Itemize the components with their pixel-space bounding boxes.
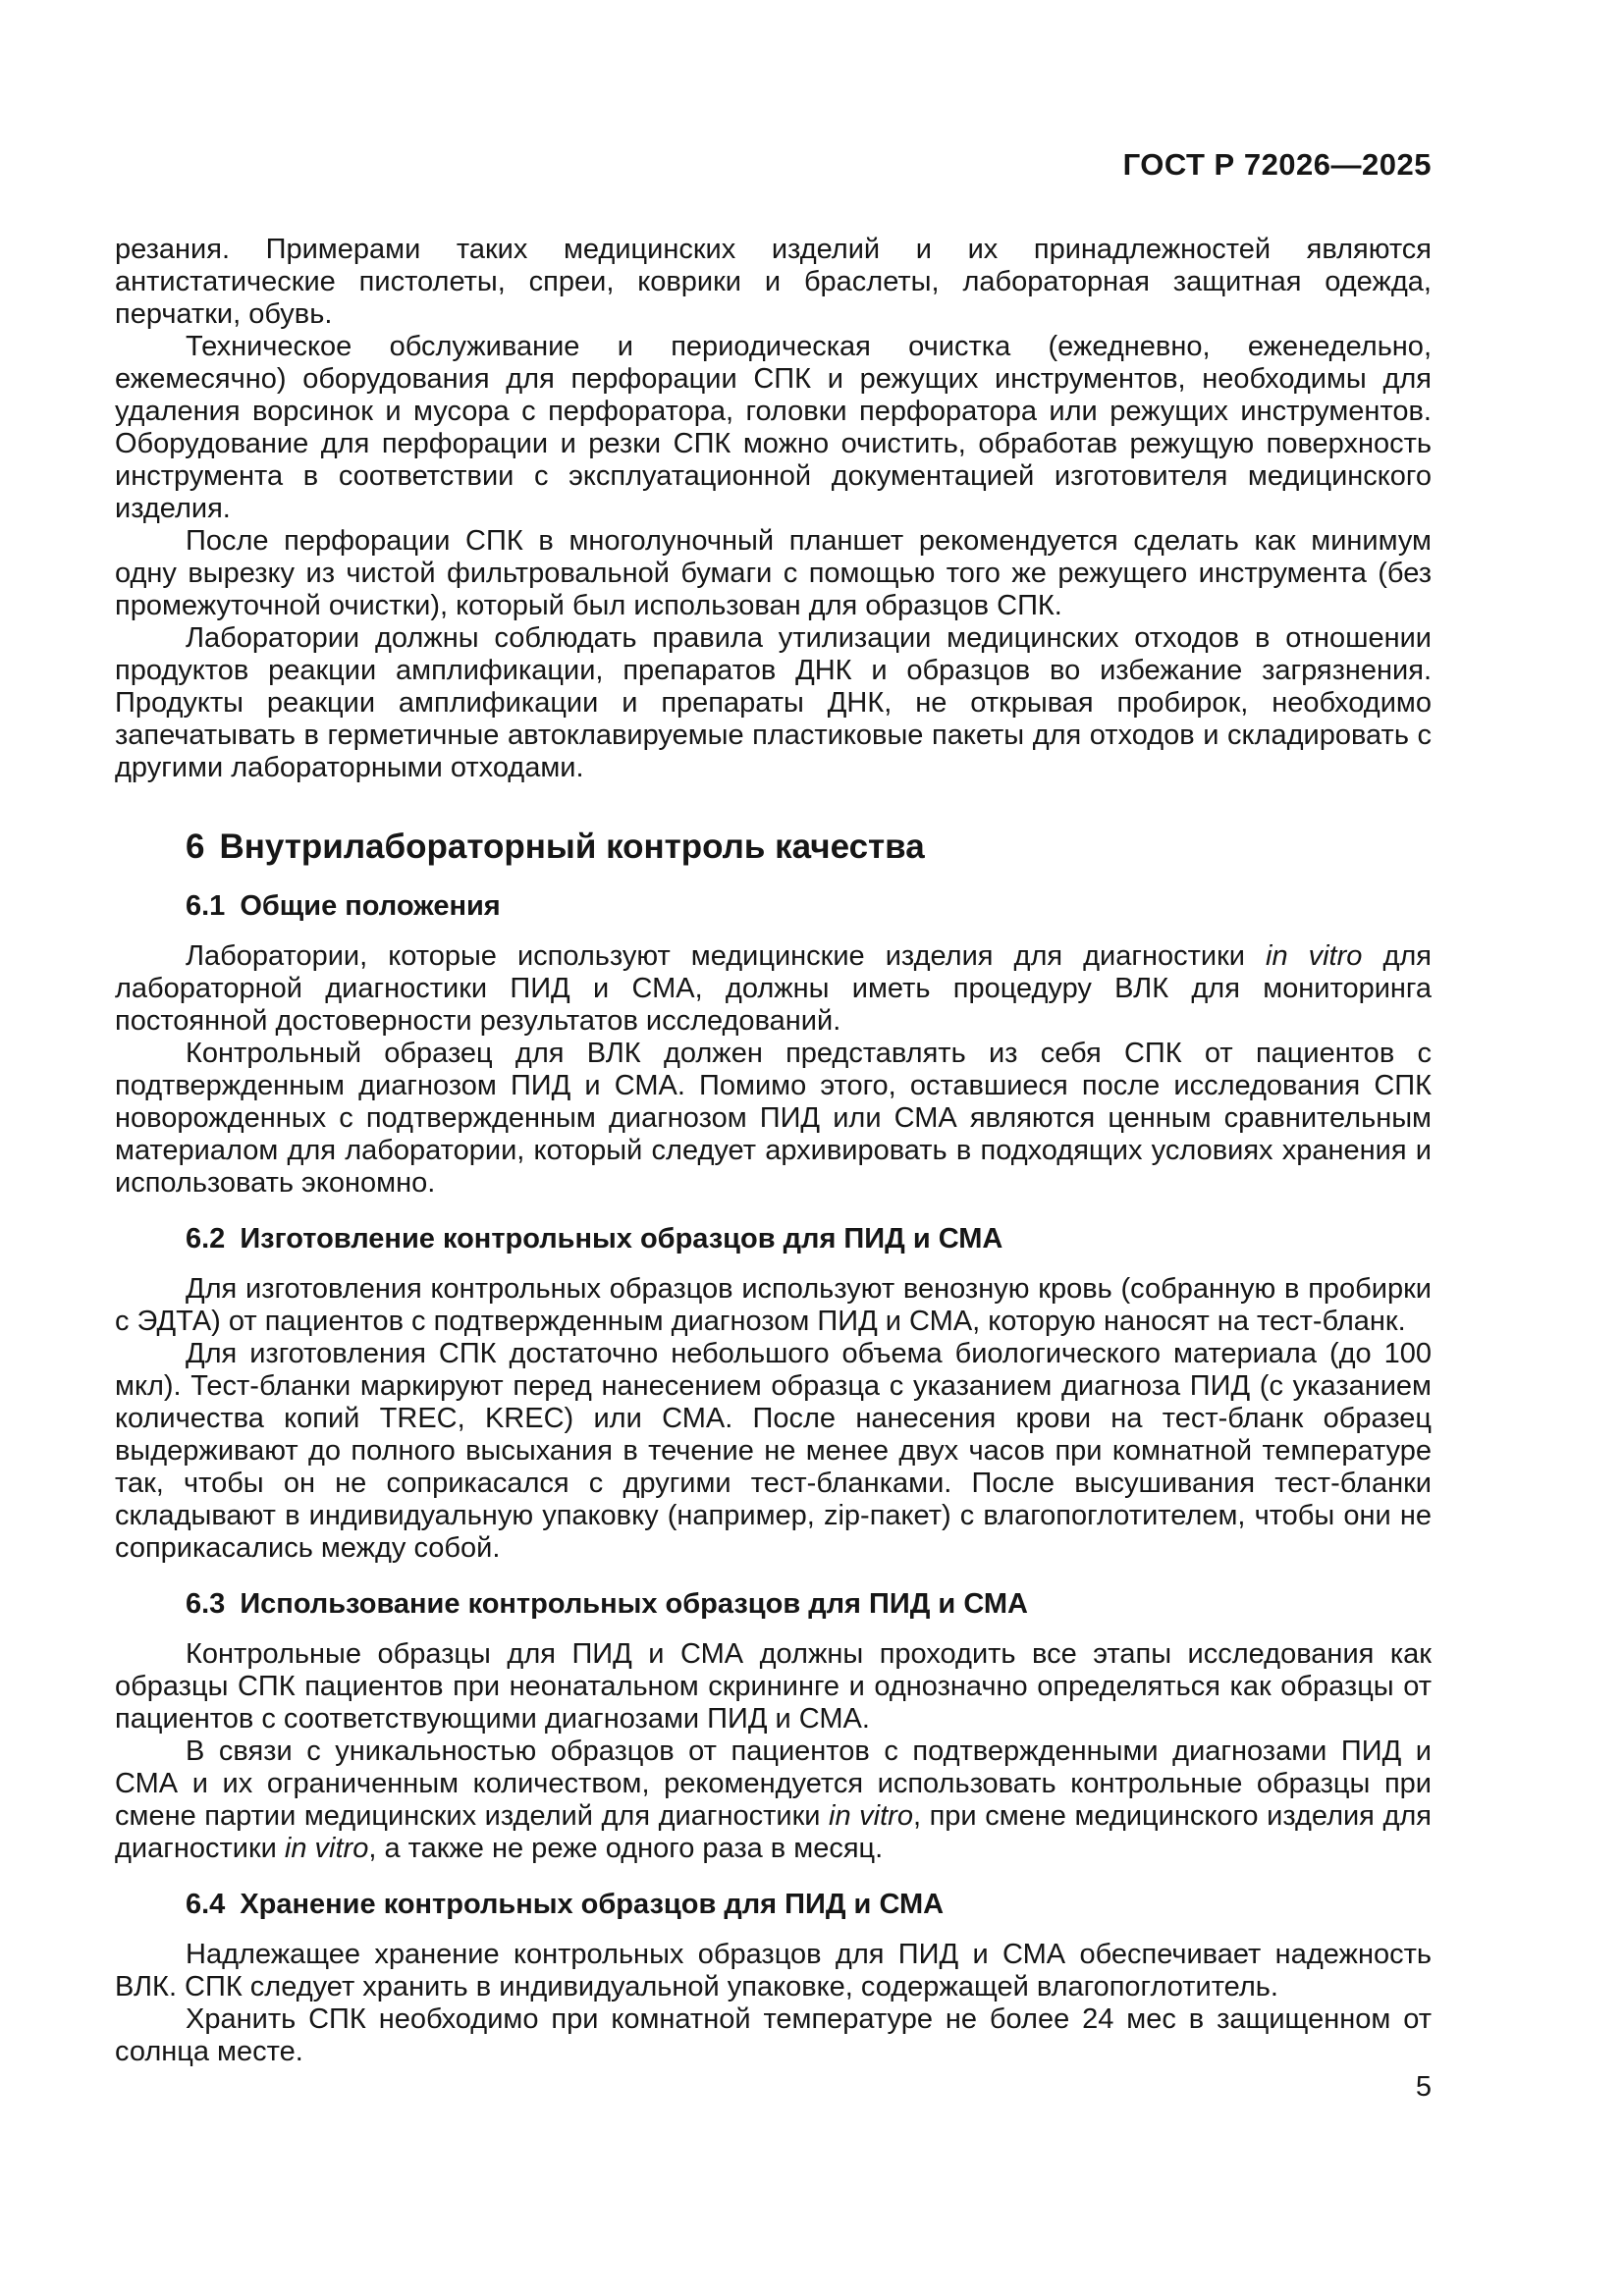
section-title: Общие положения <box>240 890 501 922</box>
paragraph: Надлежащее хранение контрольных образцов для ПИД и СМА обеспечивает надежность ВЛК. СПК следует хранить в индивидуальной упаковке, содержащей влагопоглотитель. <box>115 1939 1432 2002</box>
section-title: Хранение контрольных образцов для ПИД и СМА <box>240 1889 945 1920</box>
section-title: Внутрилабораторный контроль качества <box>219 828 925 866</box>
section-title: Использование контрольных образцов для ПИД и СМА <box>240 1588 1028 1620</box>
section-6-2-heading <box>115 1223 1432 1255</box>
paragraph: Для изготовления контрольных образцов используют венозную кровь (собранную в пробирки с ЭДТА) от пациентов с подтвержденным диагнозом ПИД и СМА, которую наносят на тест-бланк. <box>115 1273 1432 1337</box>
paragraph: резания. Примерами таких медицинских изделий и их принадлежностей являются антистатические пистолеты, спреи, коврики и браслеты, лабораторная защитная одежда, перчатки, обувь. <box>115 234 1432 330</box>
paragraph: Хранить СПК необходимо при комнатной температуре не более 24 мес в защищенном от солнца месте. <box>115 2003 1432 2067</box>
text-run: Лаборатории, которые используют медицинские изделия для диагностики <box>186 940 1266 972</box>
paragraph: Техническое обслуживание и периодическая очистка (ежедневно, еженедельно, ежемесячно) оборудования для перфорации СПК и режущих инструментов, необходимы для удаления ворсинок и мусора с перфоратора, головки перфоратора или режущих инструментов. Оборудование для перфорации и резки СПК можно очистить, обработав режущую поверхность инструмента в соответствии с эксплуатационной документацией изготовителя медицинского изделия. <box>115 331 1432 524</box>
paragraph <box>115 1735 1432 1865</box>
paragraph: Лаборатории должны соблюдать правила утилизации медицинских отходов в отношении продуктов реакции амплификации, препаратов ДНК и образцов во избежание загрязнения. Продукты реакции амплификации и препараты ДНК, не открывая пробирок, необходимо запечатывать в герметичные автоклавируемые пластиковые пакеты для отходов и складировать с другими лабораторными отходами. <box>115 622 1432 783</box>
section-number: 6.4 <box>186 1889 226 1920</box>
page-number: 5 <box>1415 2071 1432 2103</box>
section-6-1-heading <box>115 890 1432 923</box>
section-number: 6 <box>186 828 205 866</box>
text-run: В связи с уникальностью образцов от пациентов с подтвержденными диагнозами ПИД и СМА и их ограниченным количеством, рекомендуется использовать контрольные образцы при смене партии медицинских изделий для диагностики <box>115 1735 1432 1832</box>
section-title: Изготовление контрольных образцов для ПИД и СМА <box>240 1223 1003 1255</box>
paragraph <box>115 940 1432 1038</box>
section-number: 6.2 <box>186 1223 226 1255</box>
paragraph: После перфорации СПК в многолуночный планшет рекомендуется сделать как минимум одну вырезку из чистой фильтровальной бумаги с помощью того же режущего инструмента (без промежуточной очистки), который был использован для образцов СПК. <box>115 525 1432 621</box>
text-run: , а также не реже одного раза в месяц. <box>368 1833 884 1864</box>
section-body <box>115 234 1432 2068</box>
text-column <box>115 0 1432 2068</box>
italic-text-run: in vitro <box>284 1833 369 1864</box>
section-6-4-heading <box>115 1889 1432 1921</box>
paragraph: Контрольные образцы для ПИД и СМА должны проходить все этапы исследования как образцы СПК пациентов при неонатальном скрининге и однозначно определяться как образцы от пациентов с соответствующими диагнозами ПИД и СМА. <box>115 1638 1432 1735</box>
paragraph: Контрольный образец для ВЛК должен представлять из себя СПК от пациентов с подтвержденным диагнозом ПИД и СМА. Помимо этого, оставшиеся после исследования СПК новорожденных с подтвержденным диагнозом ПИД или СМА являются ценным сравнительным материалом для лаборатории, который следует архивировать в подходящих условиях хранения и использовать экономно. <box>115 1038 1432 1199</box>
section-6-3-heading <box>115 1588 1432 1621</box>
italic-text-run: in vitro <box>1266 940 1363 972</box>
italic-text-run: in vitro <box>829 1800 913 1832</box>
paragraph: Для изготовления СПК достаточно небольшого объема биологического материала (до 100 мкл). Тест-бланки маркируют перед нанесением образца с указанием диагноза ПИД (с указанием количества копий TREC, KREC) или СМА. После нанесения крови на тест-бланк образец выдерживают до полного высыхания в течение не менее двух часов при комнатной температуре так, чтобы он не соприкасался с другими тест-бланками. После высушивания тест-бланки складывают в индивидуальную упаковку (например, zip-пакет) с влагопоглотителем, чтобы они не соприкасались между собой. <box>115 1338 1432 1564</box>
section-6-heading <box>115 828 1432 867</box>
text-run: для лабораторной диагностики ПИД и СМА, должны иметь процедуру ВЛК для мониторинга постоянной достоверности результатов исследований. <box>115 940 1432 1037</box>
running-header: ГОСТ Р 72026—2025 <box>1122 147 1432 182</box>
text-run: , при смене медицинского изделия для диагностики <box>115 1800 1433 1864</box>
section-number: 6.3 <box>186 1588 226 1620</box>
section-number: 6.1 <box>186 890 226 922</box>
